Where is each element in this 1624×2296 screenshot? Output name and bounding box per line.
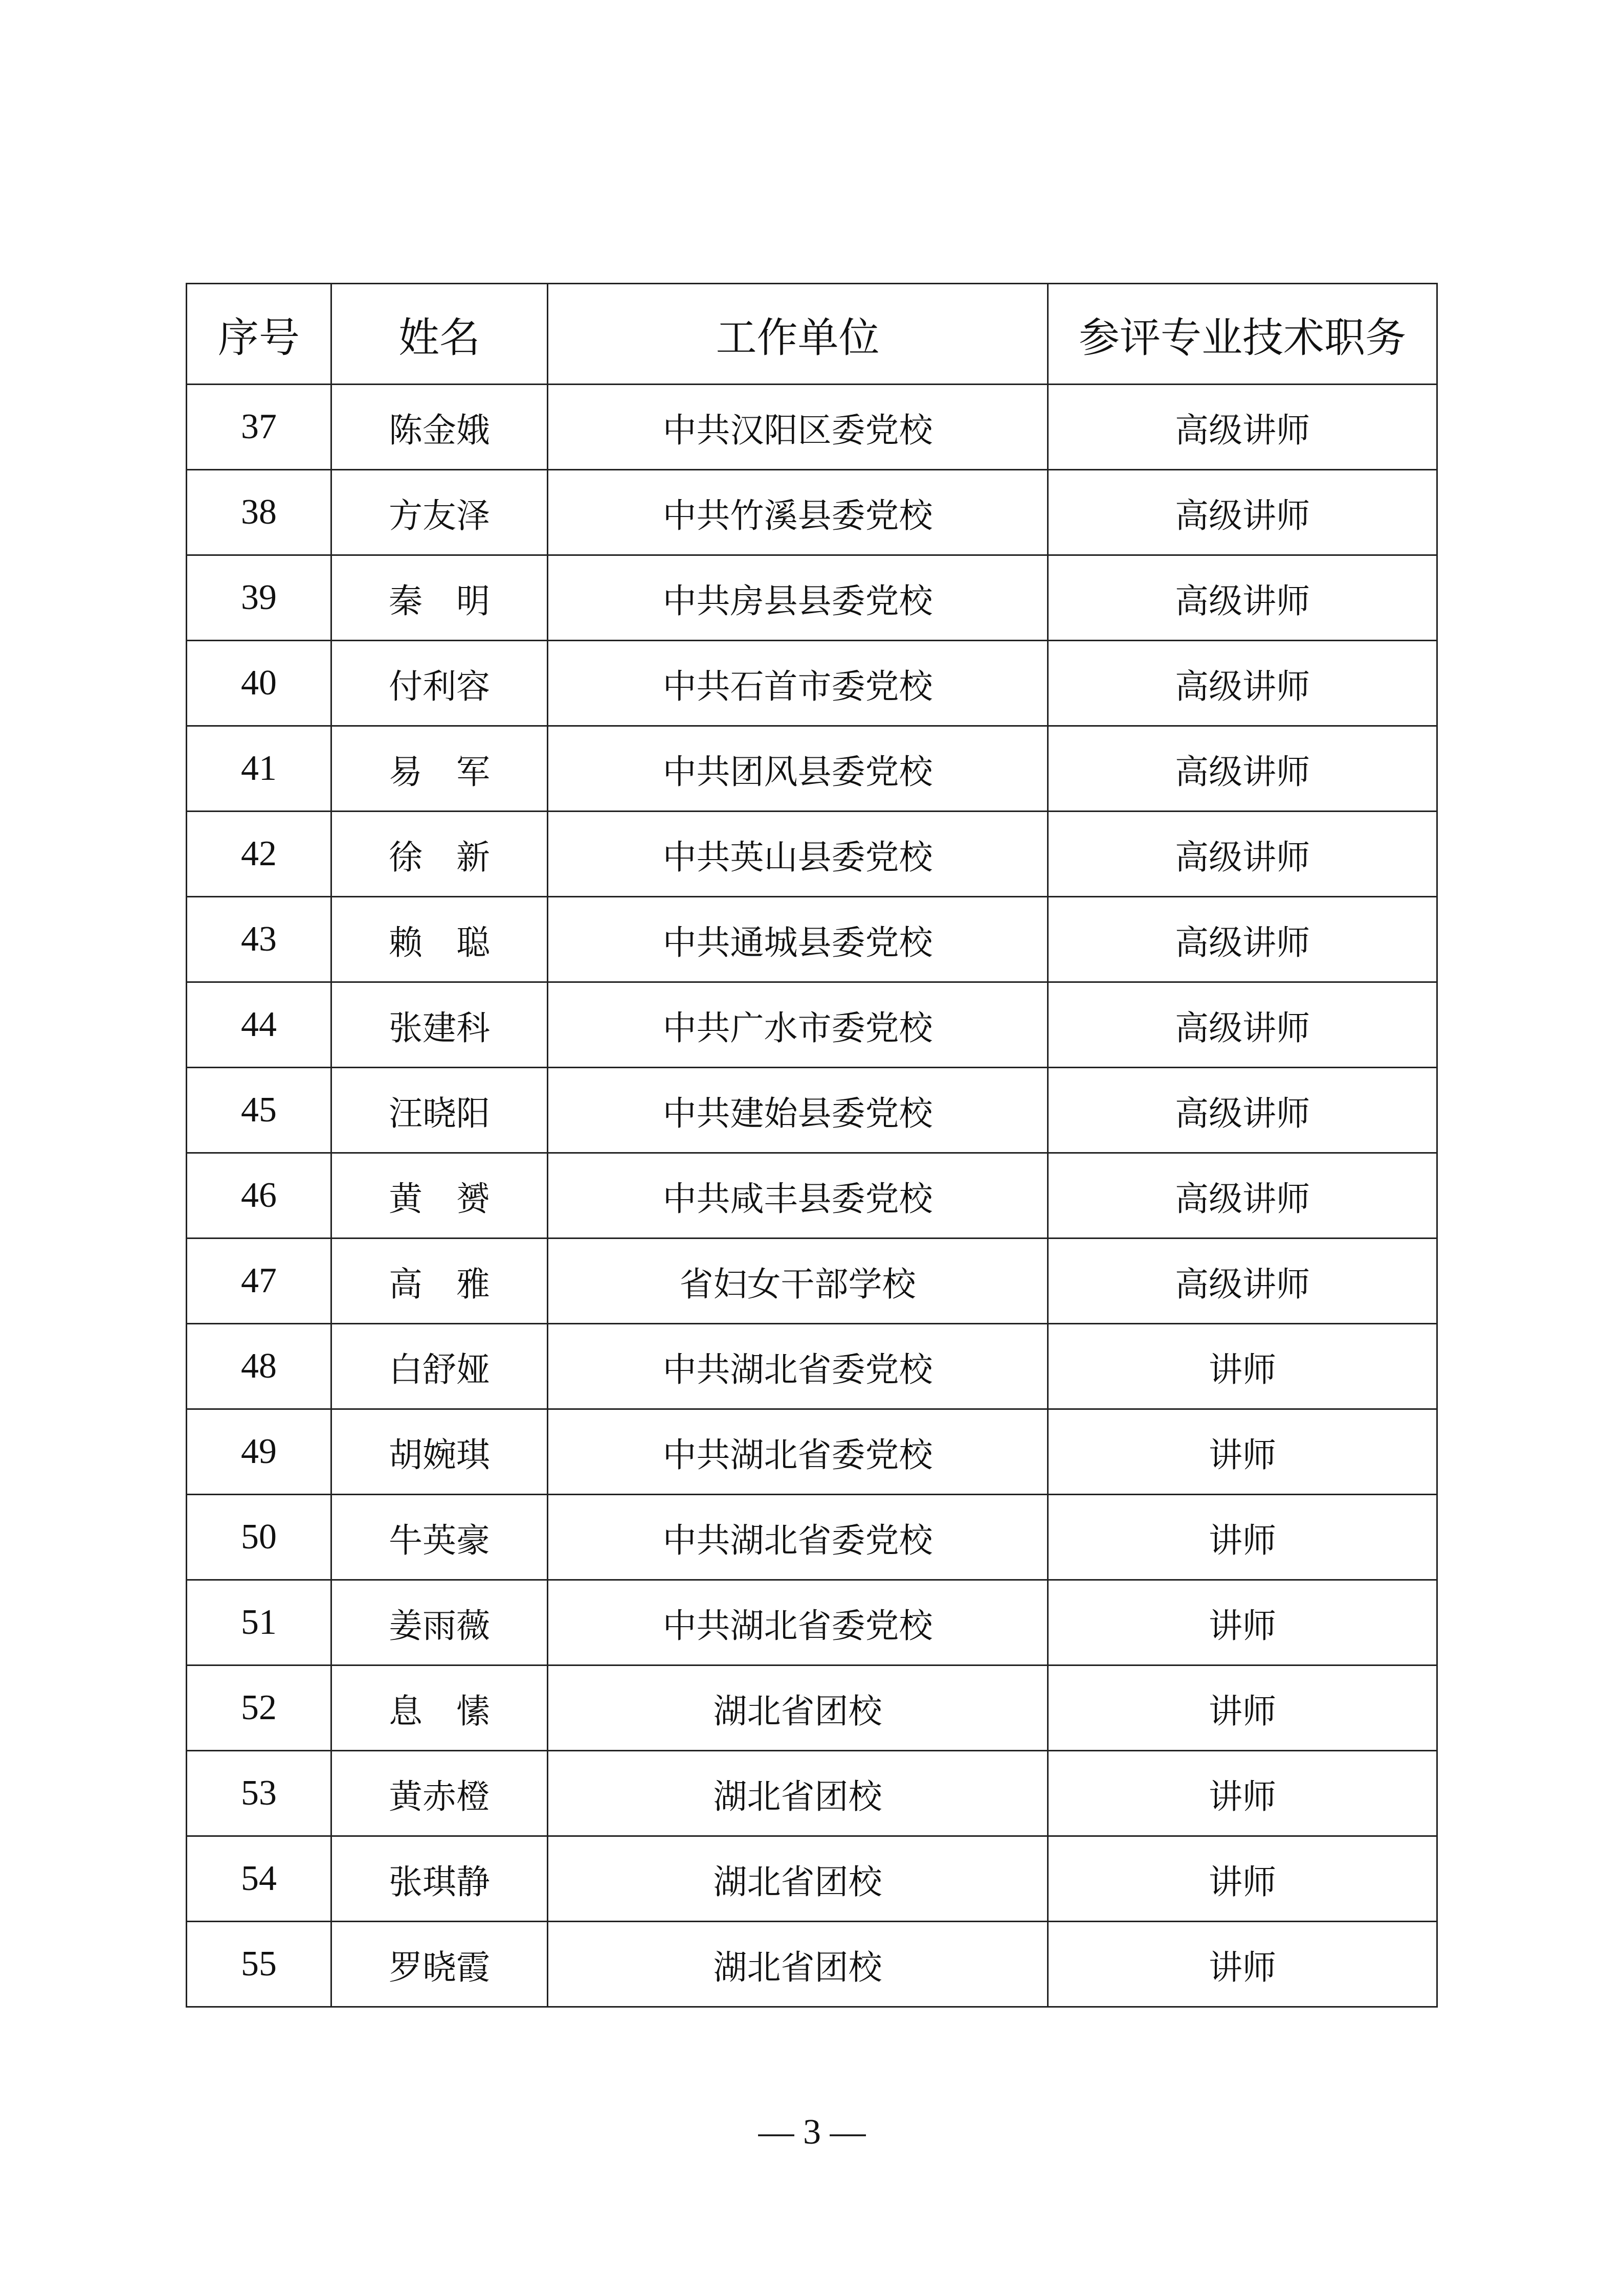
cell-workplace: 中共广水市委党校	[548, 982, 1048, 1068]
cell-index: 44	[187, 982, 331, 1068]
cell-name: 方友泽	[331, 470, 548, 555]
cell-index: 54	[187, 1836, 331, 1922]
cell-title: 高级讲师	[1048, 555, 1437, 641]
table-row	[187, 1665, 1437, 1751]
cell-name: 高 雅	[331, 1239, 548, 1324]
cell-index: 42	[187, 812, 331, 897]
cell-name: 易 军	[331, 726, 548, 812]
cell-title: 高级讲师	[1048, 470, 1437, 555]
cell-index: 38	[187, 470, 331, 555]
cell-title: 高级讲师	[1048, 385, 1437, 470]
cell-index: 53	[187, 1751, 331, 1836]
cell-index: 52	[187, 1665, 331, 1751]
cell-index: 43	[187, 897, 331, 982]
table-row	[187, 1836, 1437, 1922]
cell-workplace: 中共咸丰县委党校	[548, 1153, 1048, 1239]
cell-workplace: 中共石首市委党校	[548, 641, 1048, 726]
table-row	[187, 1153, 1437, 1239]
table-row	[187, 1922, 1437, 2007]
cell-title: 高级讲师	[1048, 726, 1437, 812]
cell-title: 讲师	[1048, 1922, 1437, 2007]
cell-workplace: 中共湖北省委党校	[548, 1580, 1048, 1665]
cell-workplace: 中共汉阳区委党校	[548, 385, 1048, 470]
cell-index: 50	[187, 1495, 331, 1580]
cell-name: 白舒娅	[331, 1324, 548, 1409]
cell-workplace: 中共团风县委党校	[548, 726, 1048, 812]
cell-title: 高级讲师	[1048, 897, 1437, 982]
cell-index: 45	[187, 1068, 331, 1153]
cell-workplace: 湖北省团校	[548, 1751, 1048, 1836]
table-row	[187, 726, 1437, 812]
cell-workplace: 中共建始县委党校	[548, 1068, 1048, 1153]
cell-title: 讲师	[1048, 1836, 1437, 1922]
personnel-table	[186, 283, 1438, 2008]
cell-name: 付利容	[331, 641, 548, 726]
cell-workplace: 湖北省团校	[548, 1836, 1048, 1922]
cell-index: 39	[187, 555, 331, 641]
header-workplace: 工作单位	[548, 284, 1048, 385]
table-row	[187, 1239, 1437, 1324]
table-header-row	[187, 284, 1437, 385]
table-row	[187, 897, 1437, 982]
cell-workplace: 中共房县县委党校	[548, 555, 1048, 641]
cell-index: 40	[187, 641, 331, 726]
header-title: 参评专业技术职务	[1048, 284, 1437, 385]
cell-name: 姜雨薇	[331, 1580, 548, 1665]
table-row	[187, 641, 1437, 726]
cell-name: 秦 明	[331, 555, 548, 641]
table-row	[187, 385, 1437, 470]
cell-index: 41	[187, 726, 331, 812]
cell-index: 49	[187, 1409, 331, 1495]
table-row	[187, 1580, 1437, 1665]
header-name: 姓名	[331, 284, 548, 385]
cell-name: 罗晓霞	[331, 1922, 548, 2007]
cell-name: 张琪静	[331, 1836, 548, 1922]
cell-workplace: 中共湖北省委党校	[548, 1409, 1048, 1495]
cell-workplace: 湖北省团校	[548, 1922, 1048, 2007]
cell-title: 讲师	[1048, 1409, 1437, 1495]
cell-name: 黄赤橙	[331, 1751, 548, 1836]
cell-title: 讲师	[1048, 1665, 1437, 1751]
table-row	[187, 1324, 1437, 1409]
cell-title: 高级讲师	[1048, 982, 1437, 1068]
page-number: — 3 —	[758, 2112, 866, 2152]
table-row	[187, 555, 1437, 641]
table-row	[187, 812, 1437, 897]
cell-index: 47	[187, 1239, 331, 1324]
header-index: 序号	[187, 284, 331, 385]
table-row	[187, 1751, 1437, 1836]
cell-index: 37	[187, 385, 331, 470]
cell-name: 胡婉琪	[331, 1409, 548, 1495]
cell-index: 51	[187, 1580, 331, 1665]
table-row	[187, 982, 1437, 1068]
cell-title: 高级讲师	[1048, 1153, 1437, 1239]
cell-title: 讲师	[1048, 1495, 1437, 1580]
table-row	[187, 470, 1437, 555]
cell-title: 讲师	[1048, 1751, 1437, 1836]
cell-index: 55	[187, 1922, 331, 2007]
cell-name: 赖 聪	[331, 897, 548, 982]
cell-name: 陈金娥	[331, 385, 548, 470]
cell-workplace: 中共通城县委党校	[548, 897, 1048, 982]
cell-workplace: 湖北省团校	[548, 1665, 1048, 1751]
cell-workplace: 省妇女干部学校	[548, 1239, 1048, 1324]
cell-title: 高级讲师	[1048, 641, 1437, 726]
cell-index: 46	[187, 1153, 331, 1239]
cell-workplace: 中共湖北省委党校	[548, 1324, 1048, 1409]
cell-title: 高级讲师	[1048, 1239, 1437, 1324]
cell-index: 48	[187, 1324, 331, 1409]
table-row	[187, 1409, 1437, 1495]
cell-name: 徐 新	[331, 812, 548, 897]
cell-title: 讲师	[1048, 1580, 1437, 1665]
cell-workplace: 中共英山县委党校	[548, 812, 1048, 897]
cell-title: 高级讲师	[1048, 1068, 1437, 1153]
cell-name: 汪晓阳	[331, 1068, 548, 1153]
cell-name: 息 愫	[331, 1665, 548, 1751]
cell-name: 牛英豪	[331, 1495, 548, 1580]
table-row	[187, 1495, 1437, 1580]
table-row	[187, 1068, 1437, 1153]
cell-workplace: 中共竹溪县委党校	[548, 470, 1048, 555]
cell-title: 高级讲师	[1048, 812, 1437, 897]
cell-workplace: 中共湖北省委党校	[548, 1495, 1048, 1580]
cell-name: 张建科	[331, 982, 548, 1068]
cell-title: 讲师	[1048, 1324, 1437, 1409]
cell-name: 黄 赟	[331, 1153, 548, 1239]
